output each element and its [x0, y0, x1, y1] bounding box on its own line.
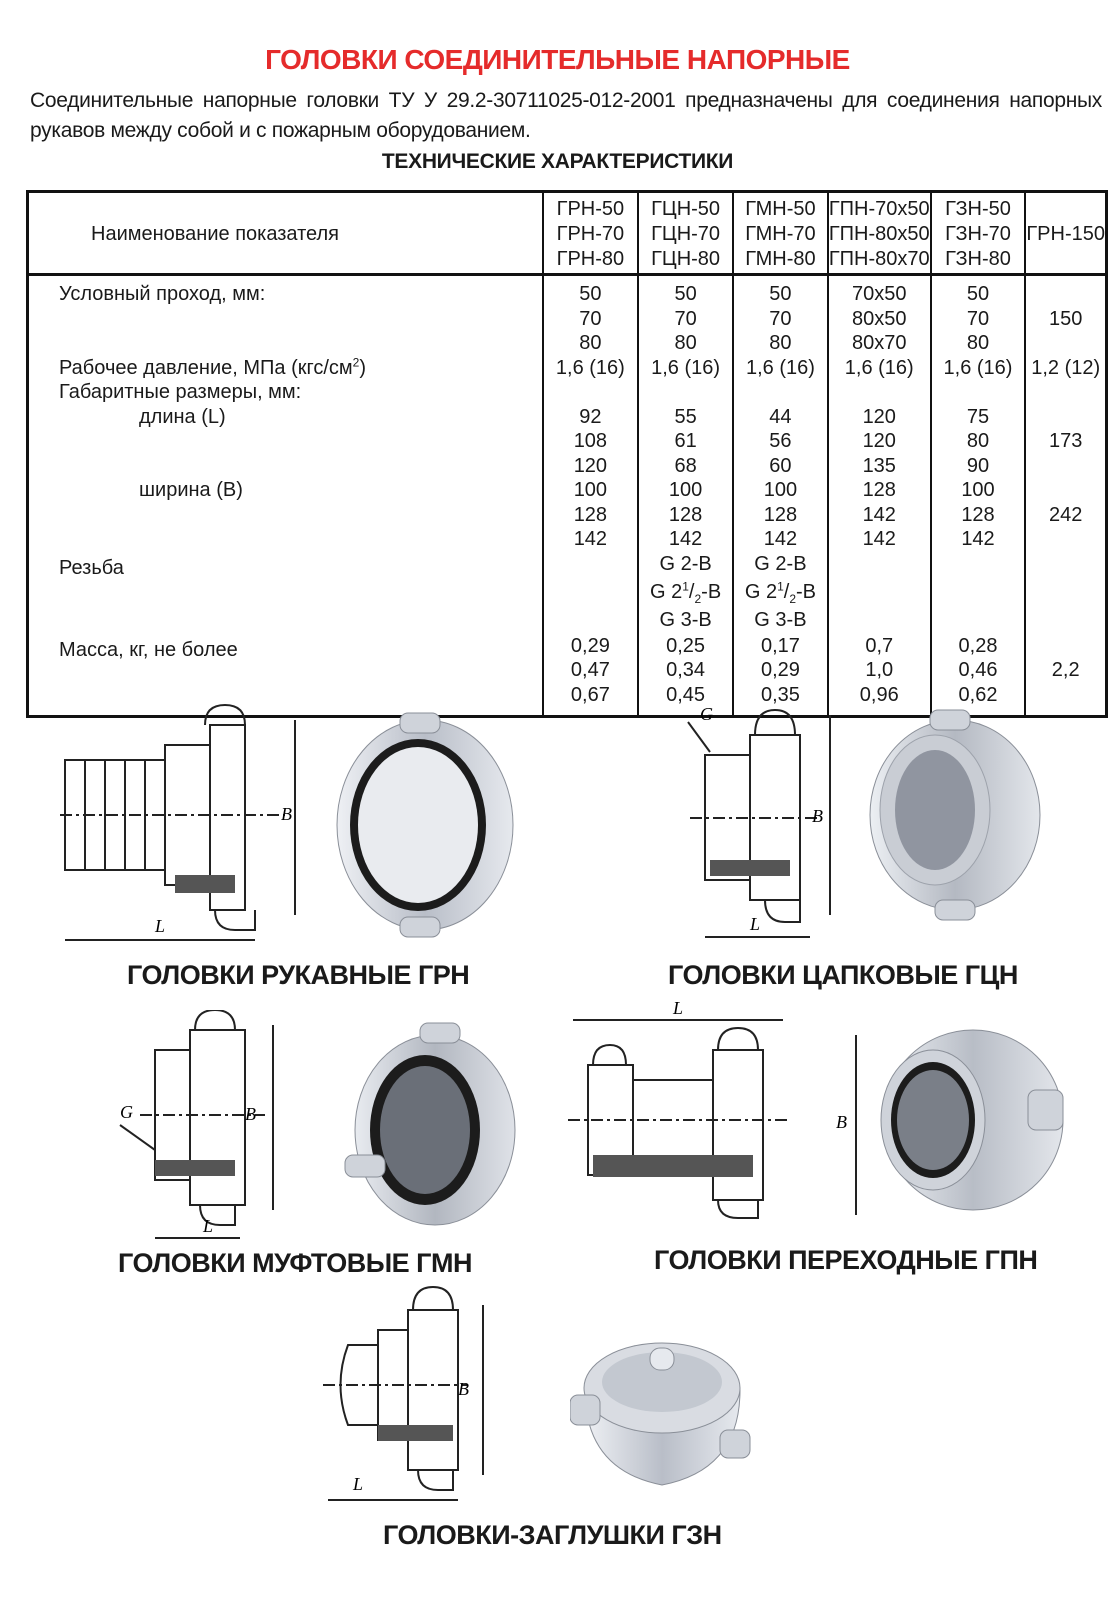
gcn-photo	[860, 705, 1045, 925]
table-cell	[829, 608, 930, 634]
dim-label-l: L	[155, 916, 166, 936]
table-cell	[829, 380, 930, 405]
table-cell: 90	[966, 454, 990, 477]
table-cell	[1026, 683, 1105, 708]
table-body-row	[28, 275, 1107, 717]
table-cell: 60	[769, 454, 792, 477]
table-cell: 120	[862, 430, 896, 452]
label-pressure: Рабочее давление, МПа $(кгс/см^2)$	[59, 354, 367, 379]
table-cell: 142	[668, 528, 703, 550]
table-cell	[734, 380, 827, 405]
table-cell	[544, 380, 638, 405]
table-cell: 44	[769, 405, 792, 428]
table-cell: 0,25	[666, 634, 706, 657]
svg-text:B: B	[836, 1112, 847, 1132]
svg-text:B: B	[812, 806, 823, 826]
grn-photo	[330, 705, 520, 945]
table-cell: 128	[668, 503, 703, 526]
table-cell	[829, 580, 930, 608]
table-cell	[544, 552, 638, 580]
table-cell: 80	[579, 332, 602, 354]
table-cell	[1026, 331, 1105, 356]
table-cell: 135	[862, 454, 896, 477]
table-cell: 50	[769, 283, 792, 305]
caption-grn: ГОЛОВКИ РУКАВНЫЕ ГРН	[127, 960, 470, 990]
table-cell: 150	[1048, 307, 1083, 330]
table-header-row	[28, 192, 1107, 275]
table-cell: 0,17	[760, 634, 800, 657]
table-cell: 100	[668, 479, 703, 501]
table-cell: 142	[862, 528, 896, 550]
spec-table	[26, 190, 1108, 718]
caption-gzn: ГОЛОВКИ-ЗАГЛУШКИ ГЗН	[383, 1520, 722, 1550]
table-cell: 142	[573, 528, 608, 550]
table-cell: 50	[579, 283, 602, 305]
table-cell: 1,2 (12)	[1031, 356, 1101, 379]
label-length: длина (L)	[139, 405, 226, 428]
column-values	[543, 275, 639, 717]
label-mass: Масса, кг, не более	[59, 638, 238, 661]
table-cell	[1026, 282, 1105, 307]
table-cell: 2,2	[1051, 659, 1080, 681]
gcn-drawing	[680, 700, 850, 945]
table-cell: 0,28	[958, 634, 998, 657]
intro-paragraph: Соединительные напорные головки ТУ У 29.2-30711025-012-2001 предназначены для соединения напорных рукавов между собой и с пожарным оборудованием.	[30, 89, 1102, 142]
table-cell: 128	[862, 479, 896, 501]
column-header: ГЗН-50 ГЗН-70 ГЗН-80	[931, 192, 1026, 275]
table-cell: 1,6 (16)	[745, 356, 815, 379]
column-values	[1025, 275, 1106, 717]
table-cell: 1,0	[865, 659, 894, 681]
table-cell: 80	[769, 332, 792, 354]
table-cell: 61	[674, 430, 697, 452]
table-cell: 100	[573, 479, 608, 501]
table-cell: 0,96	[859, 683, 899, 706]
table-cell: 0,62	[958, 683, 998, 706]
table-cell	[1026, 405, 1105, 430]
dim-label-b: B	[281, 804, 292, 824]
table-cell	[1026, 608, 1105, 634]
row-labels	[28, 275, 543, 717]
column-values	[733, 275, 828, 717]
table-cell	[829, 552, 930, 580]
svg-text:L: L	[353, 1474, 364, 1494]
gpn-drawing	[568, 1000, 868, 1225]
svg-text:L: L	[750, 914, 761, 934]
table-cell: 1,6 (16)	[555, 356, 625, 379]
dim-label-g: G	[700, 704, 713, 724]
table-cell: 80х70	[852, 332, 907, 354]
table-cell: 142	[862, 503, 896, 526]
table-cell: G $2^1/_2-B$	[744, 578, 817, 606]
table-cell: 70	[674, 307, 697, 330]
svg-text:L: L	[203, 1216, 214, 1236]
table-cell: 128	[573, 503, 608, 526]
table-cell: 1,6 (16)	[651, 356, 721, 379]
table-cell: G 2-B	[659, 552, 712, 575]
svg-text:L: L	[673, 1000, 684, 1018]
table-cell	[932, 380, 1025, 405]
table-cell: 142	[961, 528, 995, 550]
table-cell: 50	[674, 283, 697, 305]
column-values	[828, 275, 931, 717]
column-header: ГПН-70х50 ГПН-80х50 ГПН-80х70	[828, 192, 931, 275]
table-cell	[639, 380, 732, 405]
table-cell: 70х50	[852, 283, 907, 305]
svg-text:G: G	[120, 1102, 133, 1122]
table-cell	[1026, 527, 1105, 552]
table-cell: 0,67	[570, 683, 610, 706]
table-cell	[544, 580, 638, 608]
caption-gcn: ГОЛОВКИ ЦАПКОВЫЕ ГЦН	[668, 960, 1018, 990]
column-header: ГМН-50 ГМН-70 ГМН-80	[733, 192, 828, 275]
table-cell: 70	[769, 307, 792, 330]
section-subtitle: ТЕХНИЧЕСКИЕ ХАРАКТЕРИСТИКИ	[381, 150, 734, 173]
table-cell: 68	[674, 454, 697, 477]
table-cell: 0,46	[958, 659, 998, 681]
table-cell: 1,6 (16)	[943, 356, 1013, 379]
table-cell	[932, 552, 1025, 580]
table-cell: 0,34	[666, 659, 706, 681]
label-dimensions: Габаритные размеры, мм:	[59, 381, 302, 403]
table-cell	[1026, 634, 1105, 659]
grn-drawing	[55, 700, 315, 950]
column-header: ГРН-150	[1025, 192, 1106, 275]
gzn-photo	[570, 1320, 755, 1510]
table-cell: 80	[966, 332, 990, 354]
table-cell: 0,29	[570, 634, 610, 657]
table-cell	[1026, 454, 1105, 479]
table-cell: 80	[966, 430, 990, 452]
table-cell: 242	[1048, 503, 1083, 526]
gzn-drawing	[318, 1285, 498, 1515]
label-width: ширина (B)	[139, 479, 243, 501]
column-values	[931, 275, 1026, 717]
table-cell: 108	[573, 430, 608, 452]
table-cell: 100	[763, 479, 798, 501]
table-cell: 0,45	[666, 683, 706, 706]
caption-gpn: ГОЛОВКИ ПЕРЕХОДНЫЕ ГПН	[654, 1245, 1038, 1275]
column-header: ГРН-50 ГРН-70 ГРН-80	[543, 192, 639, 275]
table-cell: 128	[961, 503, 995, 526]
svg-text:B: B	[458, 1379, 469, 1399]
table-cell: G 3-B	[659, 608, 712, 631]
gpn-photo	[868, 1020, 1068, 1220]
table-cell: 0,47	[570, 659, 610, 681]
column-values	[638, 275, 733, 717]
table-cell: 173	[1048, 430, 1083, 452]
table-cell: 92	[579, 405, 602, 428]
table-cell: 50	[966, 283, 990, 305]
table-cell: 100	[961, 479, 995, 501]
table-cell: 142	[763, 528, 798, 550]
name-header: Наименование показателя	[28, 192, 543, 275]
table-cell	[1026, 478, 1105, 503]
table-cell: 0,7	[865, 634, 894, 657]
table-cell: 55	[674, 405, 697, 428]
table-cell: 120	[573, 454, 608, 477]
table-cell	[1026, 580, 1105, 608]
table-cell: 80	[674, 332, 697, 354]
svg-text:B: B	[245, 1104, 256, 1124]
page-title: ГОЛОВКИ СОЕДИНИТЕЛЬНЫЕ НАПОРНЫЕ	[265, 44, 850, 75]
table-cell: G $2^1/_2-B$	[649, 578, 722, 606]
table-cell	[932, 608, 1025, 634]
table-cell: 56	[769, 430, 792, 452]
table-cell: 70	[966, 307, 990, 330]
table-cell	[544, 608, 638, 634]
gmn-drawing	[105, 1010, 300, 1245]
table-cell: 75	[966, 405, 990, 428]
caption-gmn: ГОЛОВКИ МУФТОВЫЕ ГМН	[118, 1248, 472, 1278]
label-passage: Условный проход, мм:	[59, 283, 266, 305]
label-thread: Резьба	[59, 556, 124, 579]
gmn-photo	[335, 1020, 520, 1240]
table-cell: G 2-B	[754, 552, 807, 575]
table-cell	[1026, 552, 1105, 580]
table-cell: 0,35	[760, 683, 800, 706]
table-cell: 128	[763, 503, 798, 526]
table-cell: 70	[579, 307, 602, 330]
table-cell: 0,29	[760, 659, 800, 681]
table-cell: 80х50	[852, 307, 907, 330]
table-cell	[1026, 380, 1105, 405]
column-header: ГЦН-50 ГЦН-70 ГЦН-80	[638, 192, 733, 275]
table-cell: G 3-B	[754, 608, 807, 631]
table-cell	[932, 580, 1025, 608]
table-cell: 120	[862, 405, 896, 428]
table-cell: 1,6 (16)	[844, 356, 914, 379]
